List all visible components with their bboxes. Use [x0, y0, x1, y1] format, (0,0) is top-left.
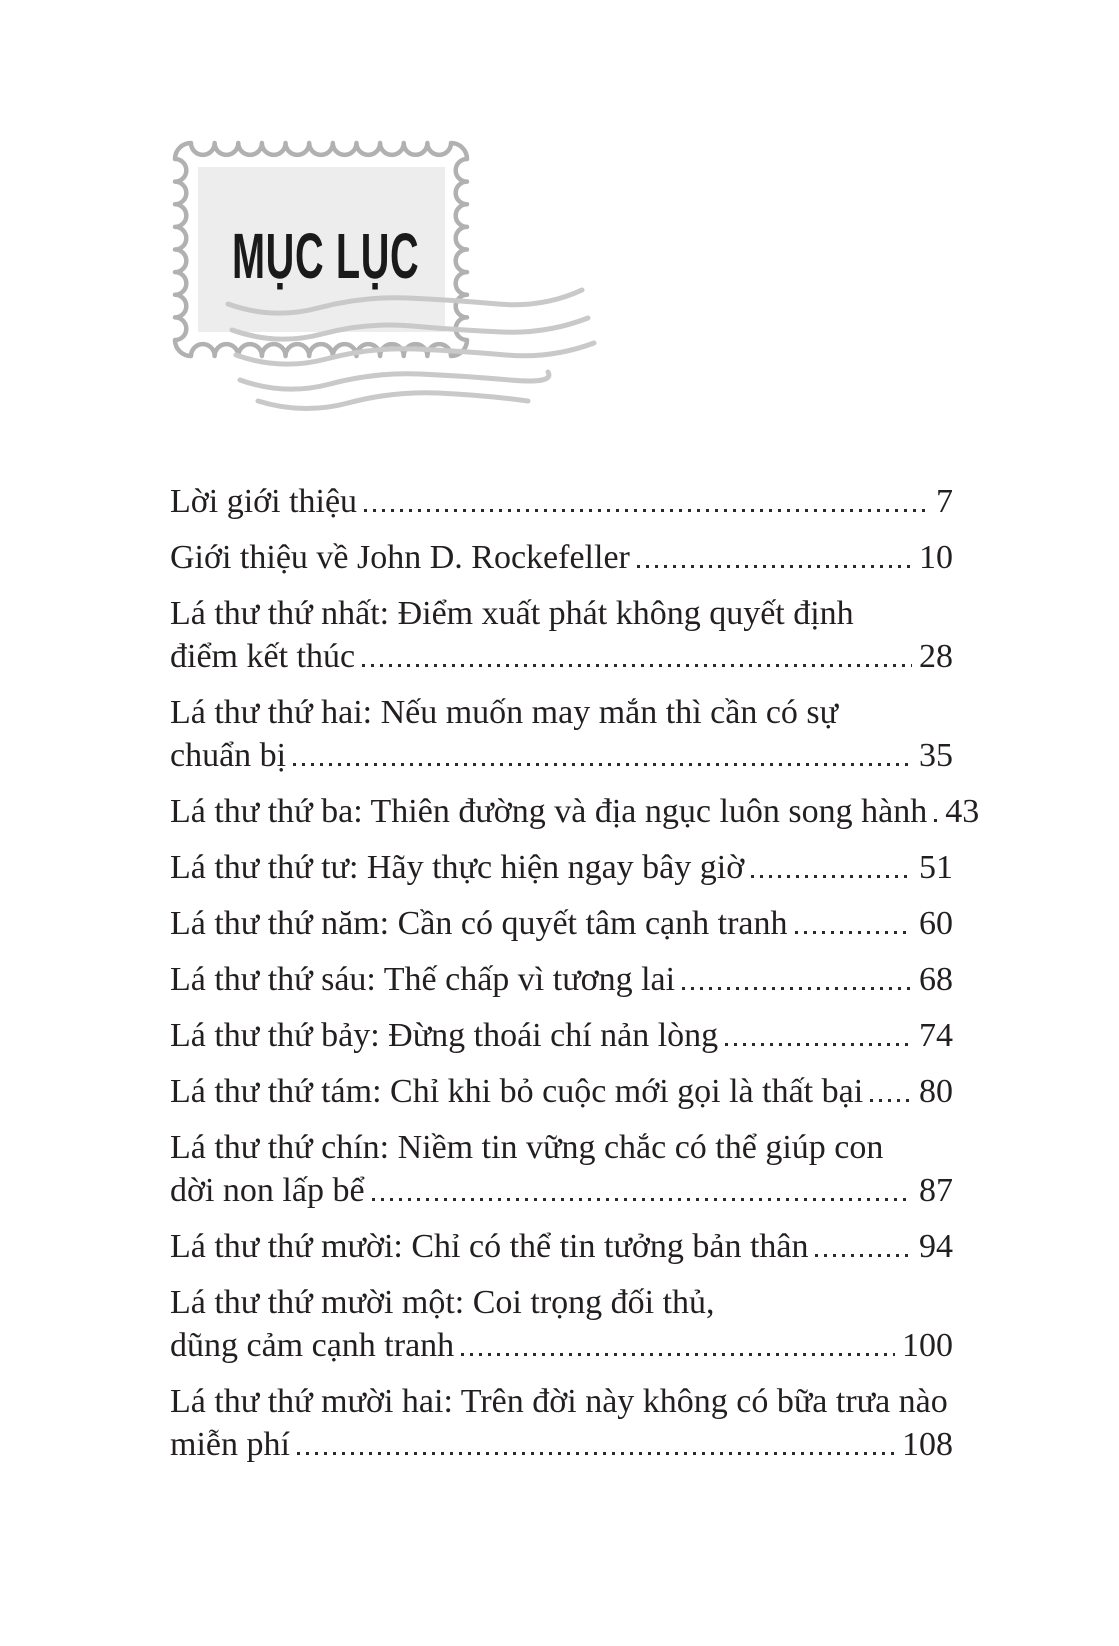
- toc-entry-title-line: Lá thư thứ mười hai: Trên đời này không có bữa trưa nào: [170, 1383, 948, 1420]
- toc-entry: [170, 592, 953, 678]
- toc-entry: [170, 846, 953, 889]
- toc-entry: [170, 1380, 953, 1466]
- toc-entry-title: chuẩn bị: [170, 737, 287, 774]
- toc-entry: [170, 1281, 953, 1367]
- page-number: 51: [919, 849, 953, 886]
- page-number: 7: [936, 483, 953, 520]
- toc-entry-row: [170, 790, 980, 833]
- toc-entry-row: [170, 846, 953, 889]
- toc-entry-row: [170, 958, 953, 1001]
- toc-entry: [170, 1225, 953, 1268]
- toc-entry: [170, 1070, 953, 1113]
- toc-entry-row: [170, 734, 953, 777]
- toc-entry-title: Lá thư thứ tư: Hãy thực hiện ngay bây giờ: [170, 849, 745, 886]
- toc-entry-title-line: Lá thư thứ mười một: Coi trọng đối thủ,: [170, 1284, 715, 1321]
- toc-entry: [170, 1126, 953, 1212]
- page-number: 87: [919, 1172, 953, 1209]
- toc-entry-title: Lá thư thứ bảy: Đừng thoái chí nản lòng: [170, 1017, 719, 1054]
- toc-entry-title: dời non lấp bể: [170, 1172, 365, 1209]
- toc-entry-title: Lá thư thứ ba: Thiên đường và địa ngục luôn song hành: [170, 793, 928, 830]
- dot-leader: [369, 1194, 915, 1201]
- toc-entry-title: miễn phí: [170, 1426, 290, 1463]
- toc-entry-title: Giới thiệu về John D. Rockefeller: [170, 539, 630, 576]
- page-number: 100: [902, 1327, 953, 1364]
- page-number: 28: [919, 638, 953, 675]
- toc-entry: [170, 691, 953, 777]
- dot-leader: [792, 927, 915, 934]
- toc-entry-row: [170, 1070, 953, 1113]
- dot-leader: [361, 505, 932, 512]
- toc-entry-title-line: Lá thư thứ nhất: Điểm xuất phát không quyết định: [170, 595, 854, 632]
- toc-entry: [170, 1014, 953, 1057]
- page-number: 10: [919, 539, 953, 576]
- toc-list: [170, 480, 980, 1479]
- toc-entry: [170, 790, 980, 833]
- toc-entry-title: Lá thư thứ tám: Chỉ khi bỏ cuộc mới gọi là thất bại: [170, 1073, 864, 1110]
- page-number: 74: [919, 1017, 953, 1054]
- dot-leader: [290, 759, 915, 766]
- toc-entry-row: [170, 480, 953, 523]
- dot-leader: [722, 1039, 915, 1046]
- dot-leader: [294, 1448, 898, 1455]
- toc-entry: [170, 536, 953, 579]
- page-number: 68: [919, 961, 953, 998]
- toc-entry: [170, 480, 953, 523]
- dot-leader: [748, 871, 915, 878]
- dot-leader: [812, 1250, 915, 1257]
- toc-entry: [170, 902, 953, 945]
- page-number: 35: [919, 737, 953, 774]
- dot-leader: [458, 1349, 898, 1356]
- toc-entry-row: [170, 635, 953, 678]
- page-number: 60: [919, 905, 953, 942]
- page-number: 108: [902, 1426, 953, 1463]
- toc-entry-title-line: Lá thư thứ chín: Niềm tin vững chắc có thể giúp con: [170, 1129, 884, 1166]
- toc-entry-row: [170, 1169, 953, 1212]
- toc-entry: [170, 958, 953, 1001]
- toc-entry-row: [170, 536, 953, 579]
- page-number: 80: [919, 1073, 953, 1110]
- dot-leader: [634, 561, 915, 568]
- toc-entry-row: [170, 1324, 953, 1367]
- dot-leader: [867, 1095, 915, 1102]
- toc-entry-title: điểm kết thúc: [170, 638, 356, 675]
- toc-entry-title-line: Lá thư thứ hai: Nếu muốn may mắn thì cần có sự: [170, 694, 839, 731]
- page-number: 94: [919, 1228, 953, 1265]
- dot-leader: [359, 660, 915, 667]
- toc-entry-row: [170, 1225, 953, 1268]
- toc-entry-title: Lời giới thiệu: [170, 483, 358, 520]
- dot-leader: [931, 815, 941, 822]
- table-of-contents-stamp: [170, 138, 600, 418]
- toc-entry-row: [170, 1014, 953, 1057]
- page-number: 43: [945, 793, 980, 830]
- toc-entry-row: [170, 902, 953, 945]
- toc-entry-title: Lá thư thứ năm: Cần có quyết tâm cạnh tranh: [170, 905, 788, 942]
- toc-entry-row: [170, 1423, 953, 1466]
- page-title: MỤC LỤC: [232, 220, 420, 292]
- toc-entry-title: Lá thư thứ sáu: Thế chấp vì tương lai: [170, 961, 676, 998]
- toc-entry-title: Lá thư thứ mười: Chỉ có thể tin tưởng bản thân: [170, 1228, 809, 1265]
- toc-entry-title: dũng cảm cạnh tranh: [170, 1327, 455, 1364]
- dot-leader: [679, 983, 915, 990]
